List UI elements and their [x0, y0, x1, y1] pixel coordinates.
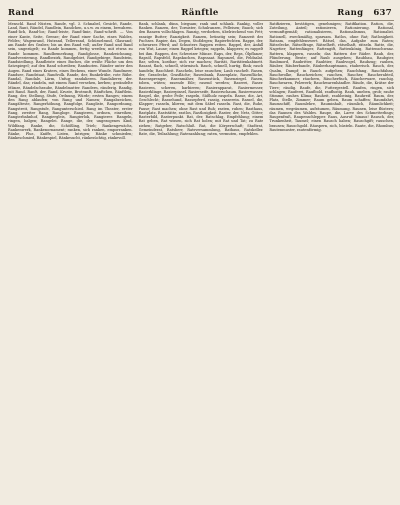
text-column-left: Menschl. Rand Nüsten, Rande, vgl. 3. Schnabel, Gesicht, Rande, Land, Rant, Rändel, Randlein, Randchen, u.s.w. zu einem, bewahren. Rand-lich, Rand-los; Rand-leiste, Rand-linie, Rand-schrift. — Von einer Kante, Seite, Grenze; der Rand einer Sache, eines Waldes, Feldes; Wagenrand, Hutrand, Tellerrand, Schüsselrand, Glasrand; am Rande des Grabes; bis an den Rand voll; außer Rand und Band sein, ungezügelt; zu Rande kommen, fertig werden; mit etwas zu Rande kommen. Randbemerkung, Randglosse, Randzeichnung, Randverzierung. Randbezirk, Randgebiet, Randgebirge, Randstein, Randsiedlung. Randleiste eines Buches, die weiße Fläche um den Satzspiegel; auf den Rand schreiben; Randnoten. Ränder unter den Augen. Rand eines Kraters, eines Beckens, einer Wunde. Randmeer, Randsee, Randstaat, Randvolk. Rande, der, Runkelrübe, rote Rübe. Randal, Randale, Lärm, Unfug; randalieren. Randalierer, der. Rändel, das; rändeln, mit einem Rand versehen, kerben; gerändelte Münze, Rändelschraube, Rändelmutter. Randern, ränderig. Randig, mit Rand. Ranft, der, Rand, Kruste, Brotranft, Ränftchen, Ränftlein. Rang, der, Stellung, Stufe, Ordnung, Würde; ersten Ranges; einem den Rang ablaufen; von Rang und Namen; Rangabzeichen, Rangälteste, Rangerhöhung, Rangfolge, Rangliste, Rangordnung, Rangstreit, Rangstufe, Rangunterschied. Rang im Theater, erster Rang, zweiter Rang, Rangloge. Rangieren, ordnen, einreihen; Rangierbahnhof, Rangiergleis, Rangierlok, Rangierer. Rangeln, ringen, balgen; Rangelei. Range, die, der, ungezogenes Kind, Wildfang. Ranke, die, Schößling, Trieb; Rankengewächs, Rankenwerk, Rankenornament; ranken, sich ranken, emporranken. Ränke, Plur., Kniffe, Listen, Intrigen; Ränke schmieden; Ränkeschmied, Ränkespiel, Ränkesucht, ränkesüchtig, ränkevoll.: [8, 22, 133, 141]
header-right-keyword: Rang: [337, 8, 364, 18]
page-number: 637: [373, 8, 392, 18]
text-column-middle: Rank, schlank, dünn, biegsam; rank und schlank. Rankig, voller Ranken. Ranzen, der, Tornister, Schulranzen, Felleisen; Bauch; sich den Ranzen vollschlagen. Ranzig, verdorben, übelriechend von Fett; ranzige Butter; Ranzigkeit. Ranzen, brünstig sein; Ranzzeit des Fuchses. Rapier, das, Degen, Stoßdegen; Rapierfechten. Rappe, der, schwarzes Pferd; auf Schusters Rappen reiten. Rappel, der, Anfall von Wut, Laune; einen Rappel kriegen; rappeln, klappern; es rappelt bei ihm. Rappen, der, Schweizer Münze. Raps, der, Reps, Ölpflanze; Rapsöl, Rapsfeld, Rapskuchen, Rapssaat. Rapunzel, die, Feldsalat. Rar, selten, kostbar; sich rar machen; Rarität, Raritätenkabinett. Rasant, flach, schnell, stürmisch. Rasch, schnell, hurtig, flink; rasch handeln; Raschheit. Rascheln, leise rauschen; Laub raschelt. Rasen, der, Grasdecke, Grasfläche; Rasenbank, Rasenplatz, Rasenfläche, Rasensprenger, Rasenmäher, Rasenstück, Rasenziegel. Rasen, toben, wüten; rasende Eile; rasend werden; Raserei, Raser. Rasieren, scheren, barbieren; Rasierapparat, Rasiermesser, Rasierklinge, Rasierpinsel, Rasierseife, Rasierschaum, Rasierwasser. Raspel, die, grobe Feile; raspeln, Süßholz raspeln. Rasse, die, Art, Geschlecht; Rassehund, Rassepferd, rassig, rasserein. Rassel, die, Klapper; rasseln, klirren; mit dem Säbel rasseln. Rast, die, Ruhe, Pause; Rast machen; ohne Rast und Ruh; rasten, ruhen; Rasthaus, Rastplatz, Raststätte, rastlos, Rastlosigkeit. Raster, der, Netz, Gitter; Rasterbild, Rasterpunkt. Rat, der, Ratschlag, Empfehlung; einem Rat geben, Rat wissen, sich Rat holen; mit Rat und Tat; zu Rate ziehen; Ratgeber, Ratschluß. Rat, die Körperschaft; Stadtrat, Gemeinderat, Ratsherr, Ratsversammlung, Rathaus, Ratskeller. Rate, die, Teilzahlung; Ratenzahlung; raten, vermuten, empfehlen.: [138, 22, 264, 137]
header-center-keyword: Ränftle: [181, 8, 219, 18]
text-columns: [8, 22, 394, 498]
header-rule: [8, 20, 394, 21]
text-column-right: Ratifizieren, bestätigen, genehmigen; Ratifikation. Ration, die, Zuteilung, Anteil; rationieren, Rationierung. Rational, vernunftgemäß; rationalisieren, Rationalismus, Rationalist. Rationell, zweckmäßig, sparsam. Ratlos, ohne Rat; Ratlosigkeit. Ratsam, empfehlenswert. Rätsel, das, Aufgabe zum Raten; Rätselecke, Rätselfrage, Rätselheft, rätselhaft, rätseln. Ratte, die, Nagetier; Rattenfänger, Rattengift, Rattenkönig, Rattenschwanz. Rattern, klappern, rasseln; das Rattern der Räder. Raub, der, Plünderung, Beute; auf Raub ausgehen; Raubbau, Raubgier, Raubmord, Raubritter, Raubtier, Raubvogel, Raubzug; rauben, Räuber, Räuberbande, Räuberhauptmann, räuberisch. Rauch, der, Qualm, Dampf; in Rauch aufgehen; Rauchfang, Rauchfahne, Rauchwolke, Rauchzeichen; rauchen, Raucher, Raucherabteil, Räucherkammer, räuchern, Räucherfisch, Räucherware, rauchig. Rauchwaren, Pelzwerk; Rauchwarenhändler. Räude, die, Krätze der Tiere; räudig. Raufe, die, Futtergestell. Raufen, ringen, sich schlagen; Rauferei, Raufbold, rauflustig. Rauh, uneben, grob; rauhe Stimme, rauhes Klima; Rauheit, rauhbeinig, Rauhreif. Raum, der, Platz, Stelle, Zimmer; Raum geben, Raum schaffen; Raumfahrt, Raumschiff, Raumlehre, Rauminhalt, räumlich, Räumlichkeit; räumen, wegräumen, aufräumen, Räumung. Raunen, leise flüstern; das Raunen des Waldes. Raupe, die, Larve des Schmetterlings; Raupenfraß, Raupenschlepper. Raus, Ausruf: hinaus! Rausch, der, Trunkenheit, Taumel; einen Rausch haben; Rauschgift; rauschen, brausen; Rauschgold. Räuspern, sich, hüsteln. Raute, die, Rhombus; Rautenmuster, rautenförmig.: [269, 22, 395, 132]
header-left-keyword: Rand: [8, 8, 35, 18]
page-header: [8, 6, 392, 20]
